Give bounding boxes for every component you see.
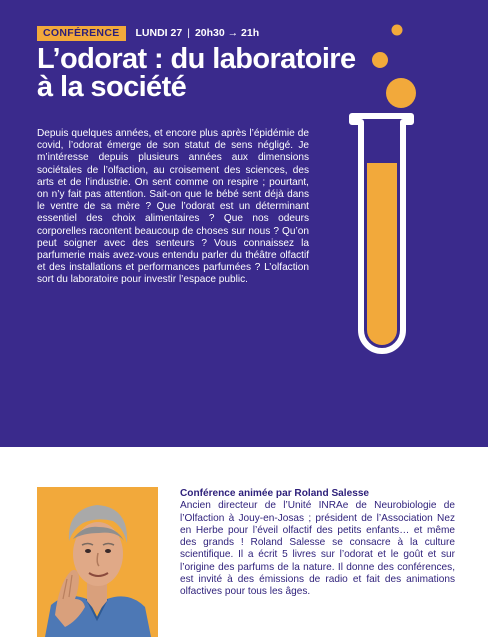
title-line-1: L’odorat : du laboratoire: [37, 43, 356, 75]
bubble-small: [392, 25, 403, 36]
event-day: LUNDI 27: [135, 27, 183, 39]
title-line-2: à la société: [37, 71, 187, 103]
meta-separator: |: [187, 27, 190, 39]
speaker-bio-text: Ancien directeur de l’Unité INRAe de Neurobiologie de l’Olfaction à Jouy-en-Josas ; président de l’Association Nez en Herbe pour l’éveil olfactif des petits enfants… et même des grands ! Roland Salesse se consacre à la culture scientifique. Il a écrit 5 livres sur l’odorat et le goût et sur l’origine des parfums de la nature. Il donne des conférences, est invité à des émissions de radio et fait des animations olfactives pour tous les âges.: [180, 500, 455, 598]
speaker-bio: [180, 488, 455, 599]
category-badge: CONFÉRENCE: [37, 26, 126, 41]
intro-text: Depuis quelques années, et encore plus après l’épidémie de covid, l’odorat émerge de son statut de sens négligé. Je m’intéresse depuis plusieurs années aux dimensions sociétales de l’olfaction, au croisement des sciences, des arts et de l’industrie. On sent comme on respire ; pourtant, on n’y fait pas attention. Sait-on que le bébé sent déjà dans le ventre de sa mère ? Que l’odorat est un déterminant essentiel des choix alimentaires ? Que nos odeurs corporelles racontent beaucoup de choses sur nous ? Qu’on peut soigner avec des senteurs ? Vous connaissez la parfumerie mais avez-vous entendu parler du théâtre olfactif et des installations et performances parfumées ? L’olfaction sort du laboratoire pour investir l’espace public.: [37, 128, 309, 286]
speaker-portrait: [37, 487, 158, 637]
bubble-medium: [372, 52, 388, 68]
tube-liquid: [367, 163, 397, 345]
speaker-heading: Conférence animée par Roland Salesse: [180, 488, 370, 499]
portrait-illustration: [37, 487, 158, 637]
bubble-large: [386, 78, 416, 108]
event-time: 20h30 → 21h: [194, 27, 260, 39]
